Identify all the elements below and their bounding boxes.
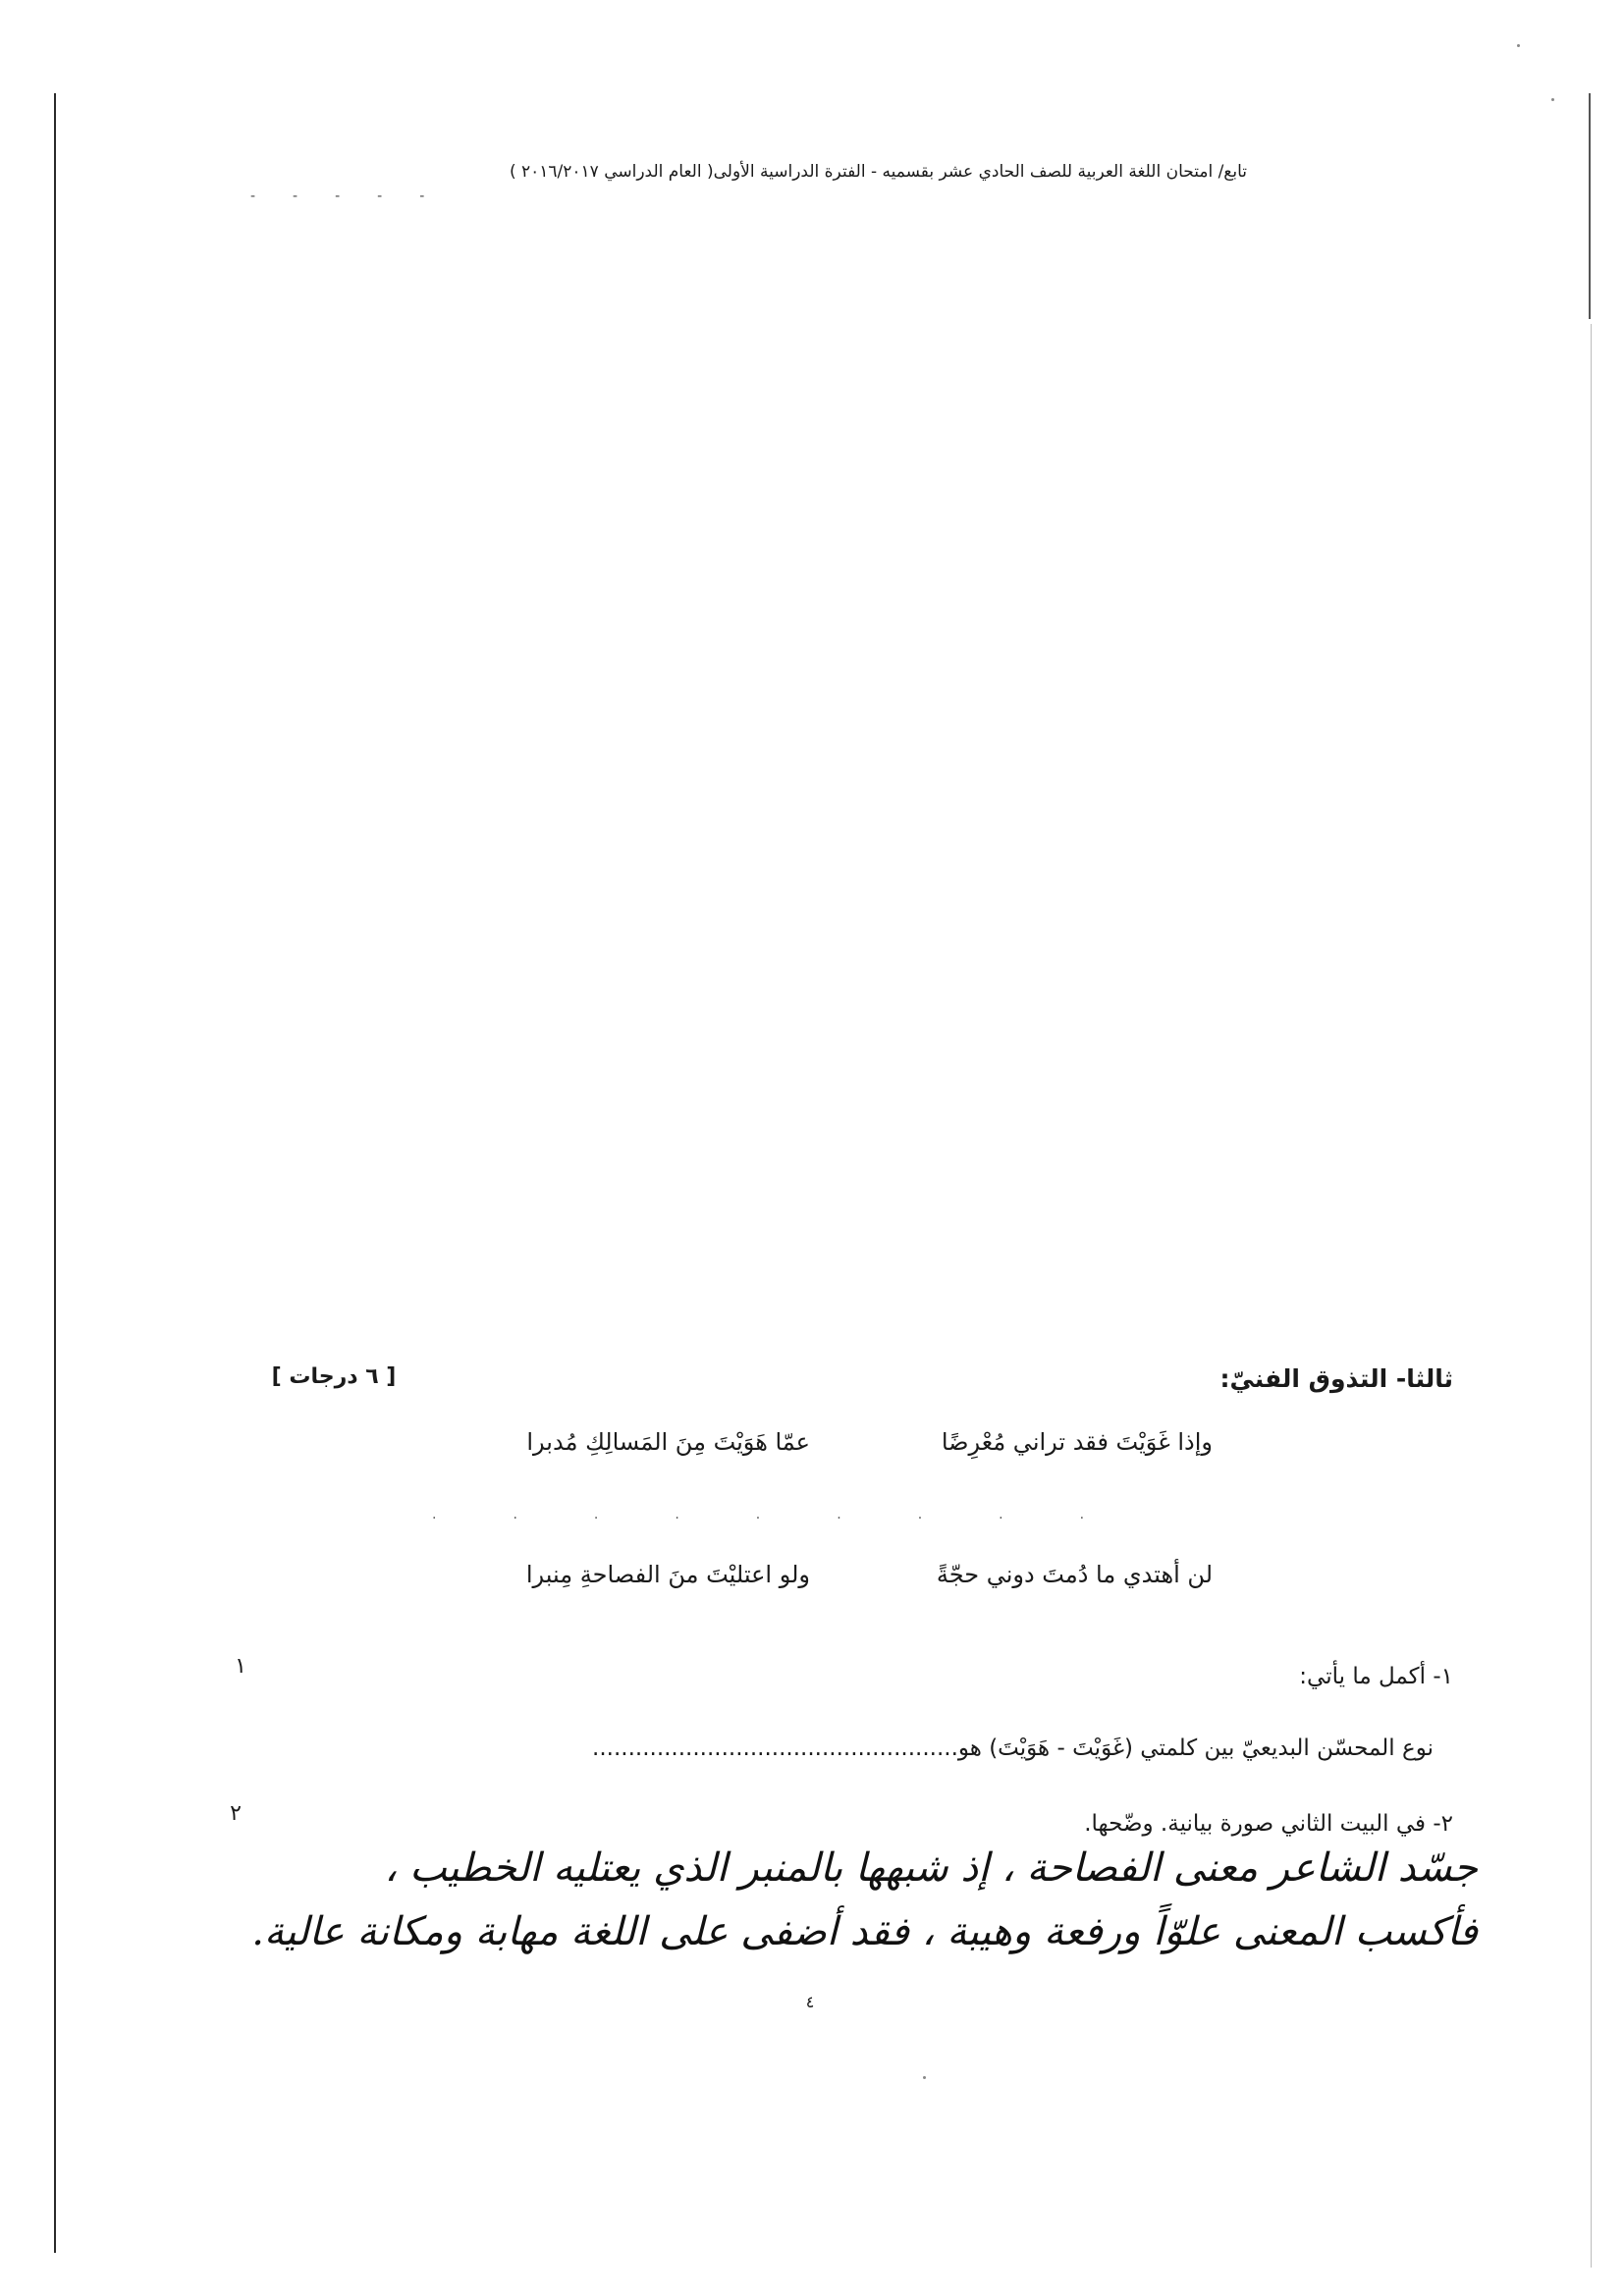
page-number: ٤ [805, 1993, 815, 2011]
question-1-prompt: نوع المحسّن البديعيّ بين كلمتي (غَوَيْتَ - هَوَيْتَ) هو................................................... [592, 1735, 1434, 1761]
scan-speck [923, 2076, 926, 2079]
scan-border-right-faint [1591, 324, 1592, 2268]
question-2: ٢- في البيت الثاني صورة بيانية. وضّحها. [1084, 1811, 1453, 1837]
section-marks: [ ٦ درجات ] [271, 1364, 397, 1389]
question-1-score: ١ [235, 1654, 246, 1679]
verse1-first-hemistich: وإذا غَوَيْتَ فقد تراني مُعْرِضًا [941, 1428, 1213, 1456]
section-title: ثالثا- التذوق الفنيّ: [1219, 1364, 1453, 1393]
question-1: ١- أكمل ما يأتي: [1299, 1664, 1453, 1689]
header-dashes-decoration: ----- [250, 188, 462, 204]
exam-header: تابع/ امتحان اللغة العربية للصف الحادي عشر بقسميه - الفترة الدراسية الأولى( العام الدراسي ٢٠١٦/٢٠١٧ ) [509, 162, 1247, 182]
verse-separator-dots: ......... [432, 1507, 1162, 1522]
scan-border-left [54, 93, 56, 2253]
verse1-second-hemistich: عمّا هَوَيْتَ مِنَ المَسالِكِ مُدبرا [526, 1428, 810, 1456]
verse2-first-hemistich: لن أهتدي ما دُمتَ دوني حجّةً [936, 1561, 1213, 1588]
question-2-score: ٢ [230, 1801, 242, 1826]
verse2-second-hemistich: ولو اعتليْتَ منَ الفصاحةِ مِنبرا [525, 1561, 810, 1588]
handwritten-answer-line-1: جسّد الشاعر معنى الفصاحة ، إذ شبهها بالمنبر الذي يعتليه الخطيب ، [384, 1845, 1478, 1891]
scan-border-right [1589, 93, 1591, 319]
scan-speck [1551, 98, 1554, 101]
handwritten-answer-line-2: فأكسب المعنى علوّاً ورفعة وهيبة ، فقد أضفى على اللغة مهابة ومكانة عالية. [251, 1909, 1478, 1954]
scan-speck [1517, 44, 1520, 47]
